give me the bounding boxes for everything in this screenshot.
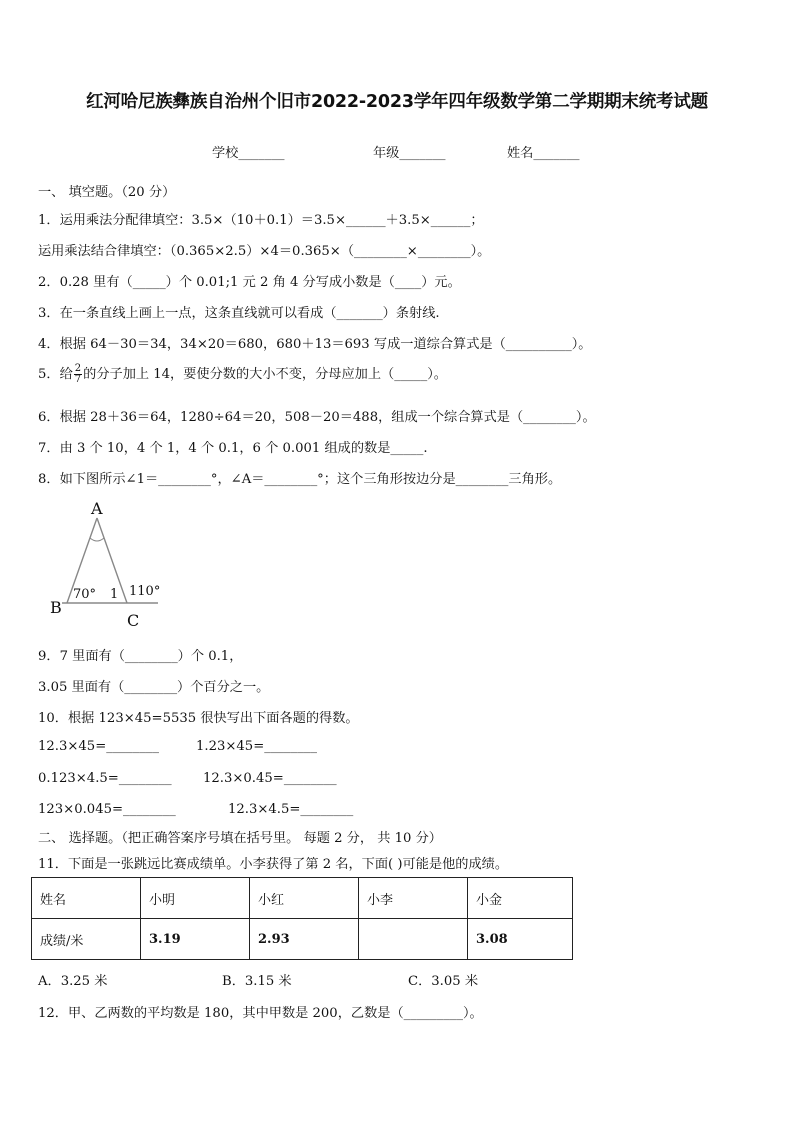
question-10-item: 12.3×4.5=________	[228, 802, 354, 817]
table-cell: 小金	[468, 878, 573, 919]
question-10-item: 1.23×45=________	[196, 739, 317, 754]
question-3: 3．在一条直线上画上一点，这条直线就可以看成（_______）条射线.	[38, 306, 440, 321]
vertex-b-label: B	[50, 598, 62, 617]
vertex-c-label: C	[127, 611, 140, 630]
section-2-heading: 二、 选择题。（把正确答案序号填在括号里。 每题 2 分， 共 10 分）	[38, 831, 442, 846]
question-7: 7．由 3 个 10，4 个 1，4 个 0.1，6 个 0.001 组成的数是_____.	[38, 441, 428, 456]
exterior-angle-label: 110°	[129, 584, 161, 599]
name-field: 姓名_______	[507, 146, 580, 161]
question-10-item: 0.123×4.5=________	[38, 771, 172, 786]
angle-1-label: 1	[110, 587, 119, 602]
option-a: A．3.25 米	[38, 974, 108, 989]
table-cell: 2.93	[250, 919, 359, 960]
angle-b-label: 70°	[73, 587, 97, 602]
question-5-pre: 5．给	[38, 367, 73, 382]
question-4: 4．根据 64－30＝34，34×20＝680，680＋13＝693 写成一道综合算式是（__________）。	[38, 337, 592, 352]
question-10-intro: 10．根据 123×45=5535 很快写出下面各题的得数。	[38, 711, 359, 726]
angle-a-arc	[90, 538, 104, 541]
question-8: 8．如下图所示∠1＝________°，∠A＝________°；这个三角形按边分是________三角形。	[38, 472, 562, 487]
question-5-post: 的分子加上 14，要使分数的大小不变，分母应加上（_____）。	[83, 367, 447, 382]
question-10-item: 123×0.045=________	[38, 802, 176, 817]
option-c: C．3.05 米	[408, 974, 479, 989]
question-9-a: 9．7 里面有（________）个 0.1，	[38, 649, 243, 664]
question-1-a: 1．运用乘法分配律填空：3.5×（10＋0.1）＝3.5×______＋3.5×______；	[38, 213, 484, 228]
question-9-b: 3.05 里面有（________）个百分之一。	[38, 680, 270, 695]
question-11: 11．下面是一张跳远比赛成绩单。小李获得了第 2 名，下面( )可能是他的成绩。	[38, 857, 509, 872]
question-6: 6．根据 28＋36＝64，1280÷64＝20，508－20＝488，组成一个综合算式是（________）。	[38, 410, 596, 425]
table-cell: 小红	[250, 878, 359, 919]
question-2: 2．0.28 里有（_____）个 0.01;1 元 2 角 4 分写成小数是（____）元。	[38, 275, 461, 290]
grade-field: 年级_______	[373, 146, 446, 161]
question-5	[38, 363, 447, 385]
table-row	[32, 878, 573, 919]
table-cell: 小李	[359, 878, 468, 919]
question-10-item: 12.3×45=________	[38, 739, 159, 754]
table-cell	[359, 919, 468, 960]
question-1-b: 运用乘法结合律填空：（0.365×2.5）×4＝0.365×（________×________）。	[38, 244, 491, 259]
table-cell: 小明	[141, 878, 250, 919]
score-table	[31, 877, 573, 960]
vertex-a-label: A	[91, 499, 103, 518]
fraction-numerator: 2	[74, 363, 82, 374]
option-b: B．3.15 米	[222, 974, 292, 989]
table-row	[32, 919, 573, 960]
table-cell: 成绩/米	[32, 919, 141, 960]
table-cell: 3.19	[141, 919, 250, 960]
table-cell: 姓名	[32, 878, 141, 919]
question-10-item: 12.3×0.45=________	[203, 771, 337, 786]
fraction	[74, 364, 82, 385]
section-1-heading: 一、 填空题。（20 分）	[38, 185, 176, 200]
question-12: 12．甲、乙两数的平均数是 180，其中甲数是 200，乙数是（_________）。	[38, 1006, 483, 1021]
table-cell: 3.08	[468, 919, 573, 960]
fraction-denominator: 7	[74, 374, 82, 385]
school-field: 学校_______	[212, 146, 285, 161]
page-title: 红河哈尼族彝族自治州个旧市2022-2023学年四年级数学第二学期期末统考试题	[86, 92, 708, 112]
